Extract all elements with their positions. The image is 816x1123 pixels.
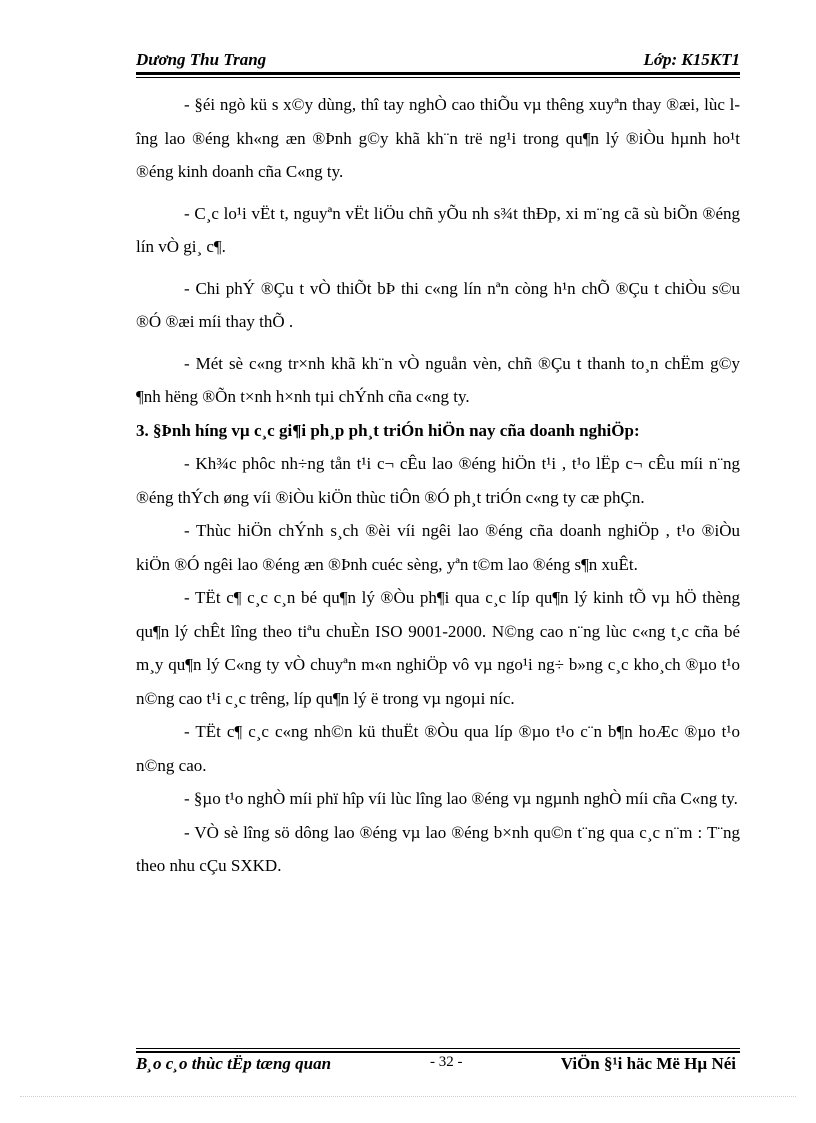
document-body: [136, 88, 740, 883]
paragraph: - C¸c lo¹i vËt t, nguyªn vËt liÖu chñ yÕu nh s¾t thÐp, xi m¨ng cã sù biÕn ®éng lín vÒ gi¸ c¶.: [136, 203, 740, 256]
paragraph: - Mét sè c«ng tr×nh khã kh¨n vÒ nguån vèn, chñ ®Çu t thanh to¸n chËm g©y ¶nh hëng ®Õn t×nh h×nh tµi chÝnh cña c«ng ty.: [136, 353, 740, 406]
header-author: Dương Thu Trang: [136, 50, 267, 69]
footer-institute: ViÖn §¹i häc Më Hµ Néi: [560, 1054, 736, 1073]
footer-rule: [136, 1048, 740, 1053]
section-paragraph: - TËt c¶ c¸c c«ng nh©n kü thuËt ®Òu qua líp ®µo t¹o c¨n b¶n hoÆc ®µo t¹o n©ng cao.: [136, 722, 740, 775]
section-paragraph: - Kh¾c phôc nh÷ng tån t¹i c¬ cÊu lao ®éng hiÖn t¹i , t¹o lËp c¬ cÊu míi n¨ng ®éng thÝch øng víi ®iÒu kiÖn thùc tiÔn ®Ó ph¸t triÓn c«ng ty cæ phÇn.: [136, 454, 740, 507]
section-paragraph: - §µo t¹o nghÒ míi phï hîp víi lùc lîng lao ®éng vµ ngµnh nghÒ míi cña C«ng ty.: [184, 789, 738, 808]
page-bottom-divider: [20, 1096, 796, 1097]
section-paragraph: - Thùc hiÖn chÝnh s¸ch ®èi víi ngêi lao ®éng cña doanh nghiÖp , t¹o ®iÒu kiÖn ®Ó ngêi lao ®éng æn ®Þnh cuéc sèng, yªn t©m lao ®éng s¶n xuÊt.: [136, 521, 740, 574]
section-paragraph: - TËt c¶ c¸c c¸n bé qu¶n lý ®Òu ph¶i qua c¸c líp qu¶n lý kinh tÕ vµ hÖ thèng qu¶n lý chÊt lîng theo tiªu chuÈn ISO 9001-2000. N©ng cao n¨ng lùc c«ng t¸c cña bé m¸y qu¶n lý C«ng ty vÒ chuyªn m«n nghiÖp vô vµ ngo¹i ng÷ b»ng c¸c kho¸ch ®µo t¹o n©ng cao t¹i c¸c trêng, líp qu¶n lý ë trong vµ ngoµi níc.: [136, 588, 740, 708]
paragraph: - Chi phÝ ®Çu t vÒ thiÕt bÞ thi c«ng lín nªn còng h¹n chÕ ®Çu t chiÒu s©u ®Ó ®æi míi thay thÕ .: [136, 278, 740, 331]
section-paragraph: - VÒ sè lîng sö dông lao ®éng vµ lao ®éng b×nh qu©n t¨ng qua c¸c n¨m : T¨ng theo nhu cÇu SXKD.: [136, 822, 740, 875]
section-heading: 3. §Þnh híng vµ c¸c gi¶i ph¸p ph¸t triÓn hiÖn nay cña doanh nghiÖp:: [136, 420, 640, 440]
page-header: [136, 48, 740, 72]
header-class-label: Lớp: K15KT1: [643, 50, 740, 69]
footer-report-title: B¸o c¸o thùc tËp tæng quan: [136, 1054, 332, 1073]
footer-page-number: - 32 -: [430, 1054, 463, 1070]
paragraph: - §éi ngò kü s x©y dùng, thî tay nghÒ cao thiÕu vµ thêng xuyªn thay ®æi, lùc lîng lao ®éng kh«ng æn ®Þnh g©y khã kh¨n trë ng¹i trong qu¶n lý ®iÒu hµnh ho¹t ®éng kinh doanh cña C«ng ty.: [136, 95, 740, 181]
page-footer: [136, 1054, 740, 1078]
header-rule: [136, 72, 740, 78]
